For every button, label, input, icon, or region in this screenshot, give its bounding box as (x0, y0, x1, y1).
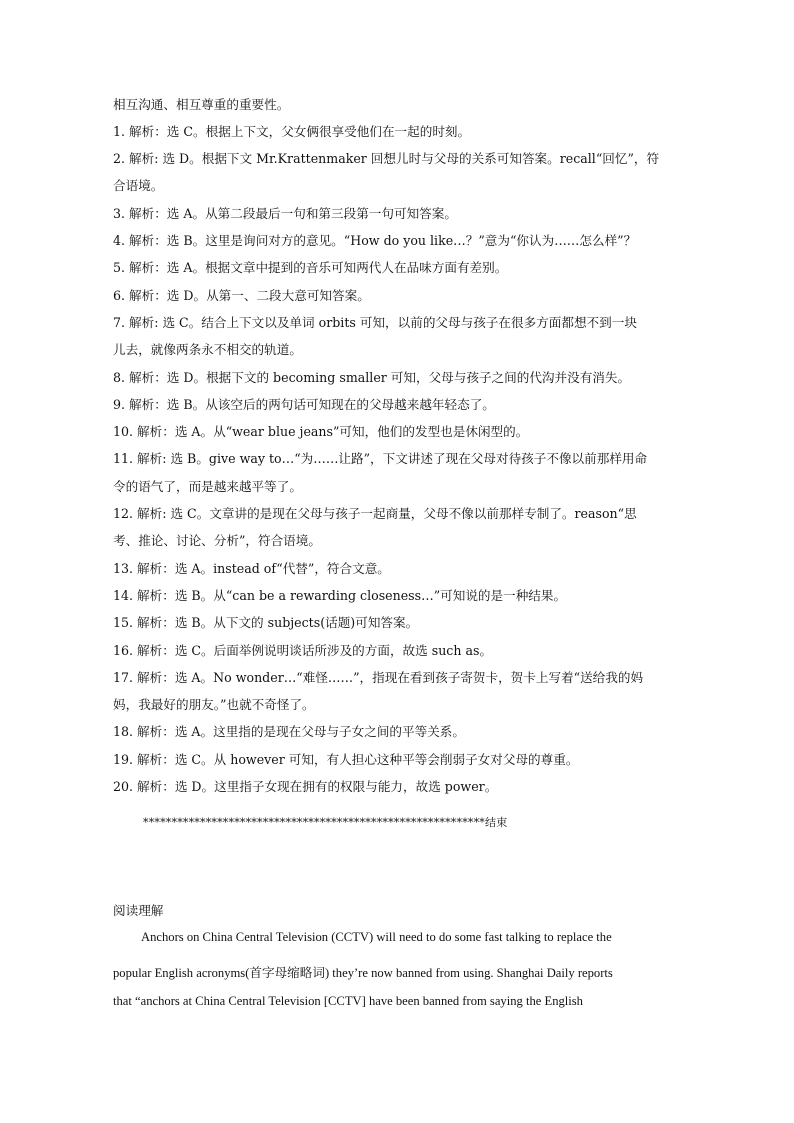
answer-line: 17. 解析：选 A。No wonder…“难怪……”，指现在看到孩子寄贺卡，贺卡上写着“送给我的妈 (113, 670, 644, 685)
answer-line: 合语境。 (113, 178, 164, 193)
answer-line: 2. 解析: 选 D。根据下文 Mr.Krattenmaker 回想儿时与父母的关系可知答案。recall“回忆”，符 (113, 151, 660, 166)
answer-line: 14. 解析：选 B。从“can be a rewarding closeness…”可知说的是一种结果。 (113, 588, 567, 603)
answer-line: 15. 解析：选 B。从下文的 subjects(话题)可知答案。 (113, 615, 419, 630)
section-title: 阅读理解 (113, 903, 164, 918)
answer-line: 11. 解析: 选 B。give way to…“为……让路”，下文讲述了现在父母对待孩子不像以前那样用命 (113, 451, 648, 466)
answer-line: 16. 解析：选 C。后面举例说明谈话所涉及的方面，故选 such as。 (113, 643, 493, 658)
answer-line: 13. 解析：选 A。instead of“代替”，符合文意。 (113, 561, 390, 576)
answer-line: 19. 解析：选 C。从 however 可知，有人担心这种平等会削弱子女对父母的尊重。 (113, 752, 579, 767)
answer-line: 儿去，就像两条永不相交的轨道。 (113, 342, 302, 357)
passage-line: Anchors on China Central Television (CCTV) will need to do some fast talking to replace the (141, 930, 612, 944)
passage-line: that “anchors at China Central Television [CCTV] have been banned from saying the English (113, 994, 583, 1008)
answer-line: 1. 解析：选 C。根据上下文，父女俩很享受他们在一起的时刻。 (113, 124, 471, 139)
answer-line: 8. 解析：选 D。根据下文的 becoming smaller 可知，父母与孩子之间的代沟并没有消失。 (113, 370, 631, 385)
intro-line: 相互沟通、相互尊重的重要性。 (113, 97, 290, 112)
end-separator: ************************************************************结束 (143, 816, 508, 829)
answer-line: 3. 解析：选 A。从第二段最后一句和第三段第一句可知答案。 (113, 206, 457, 221)
passage-line: popular English acronyms(首字母缩略词) they’re now banned from using. Shanghai Daily reports (113, 966, 613, 980)
answer-line: 4. 解析：选 B。这里是询问对方的意见。“How do you like…？”意为“你认为……怎么样”？ (113, 233, 637, 248)
answer-line: 20. 解析：选 D。这里指子女现在拥有的权限与能力，故选 power。 (113, 779, 498, 794)
answer-line: 5. 解析：选 A。根据文章中提到的音乐可知两代人在品味方面有差别。 (113, 260, 508, 275)
answer-line: 令的语气了，而是越来越平等了。 (113, 479, 302, 494)
answer-line: 7. 解析: 选 C。结合上下文以及单词 orbits 可知，以前的父母与孩子在很多方面都想不到一块 (113, 315, 637, 330)
answer-line: 考、推论、讨论、分析”，符合语境。 (113, 533, 321, 548)
answer-line: 9. 解析：选 B。从该空后的两句话可知现在的父母越来越年轻态了。 (113, 397, 495, 412)
answer-line: 妈，我最好的朋友。”也就不奇怪了。 (113, 697, 315, 712)
answer-line: 10. 解析：选 A。从“wear blue jeans”可知，他们的发型也是休闲型的。 (113, 424, 529, 439)
answer-line: 18. 解析：选 A。这里指的是现在父母与子女之间的平等关系。 (113, 724, 465, 739)
answer-line: 6. 解析：选 D。从第一、二段大意可知答案。 (113, 288, 370, 303)
answer-line: 12. 解析: 选 C。文章讲的是现在父母与孩子一起商量，父母不像以前那样专制了。reason“思 (113, 506, 637, 521)
